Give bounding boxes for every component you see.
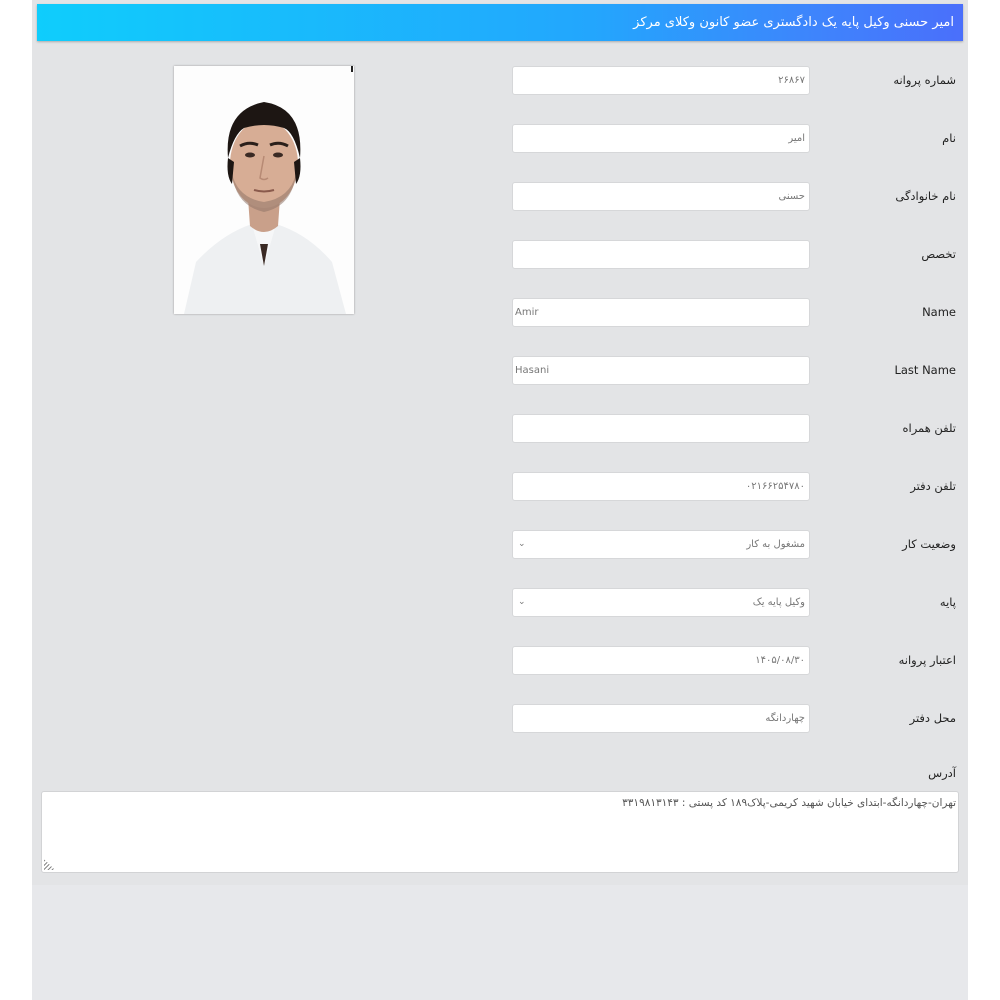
page-title: امیر حسنی وکیل پایه یک دادگستری عضو کانون وکلای مرکز [633,15,954,30]
license-validity-input[interactable]: ۱۴۰۵/۰۸/۳۰ [512,646,810,675]
work-status-value: مشغول به کار [746,539,805,550]
license-validity-label: اعتبار پروانه [898,653,956,667]
form-row-license-number [32,66,968,95]
first-name-label: نام [942,131,956,145]
specialty-label: تخصص [921,247,956,261]
form-row-work-status [32,530,968,559]
office-phone-label: تلفن دفتر [910,479,956,493]
last-name-label: نام خانوادگی [895,189,956,203]
form-row-name-en [32,298,968,327]
office-location-label: محل دفتر [909,711,956,725]
grade-value: وکیل پایه یک [752,597,805,608]
profile-form-area [32,0,968,885]
mobile-phone-label: تلفن همراه [902,421,956,435]
mobile-phone-input[interactable] [512,414,810,443]
form-row-mobile-phone [32,414,968,443]
form-row-last-name [32,182,968,211]
name-en-input[interactable]: Amir [512,298,810,327]
office-location-input[interactable]: چهاردانگه [512,704,810,733]
name-en-label: Name [922,305,956,319]
form-row-office-location [32,704,968,733]
license-number-label: شماره پروانه [893,73,956,87]
address-value: تهران-چهاردانگه-ابتدای خیابان شهید کریمی-پلاک۱۸۹ کد پستی : ۳۳۱۹۸۱۳۱۴۳ [622,797,956,809]
chevron-down-icon: ⌄ [518,597,526,607]
work-status-select[interactable] [512,530,810,559]
work-status-label: وضعیت کار [902,537,956,551]
office-phone-input[interactable]: ۰۲۱۶۶۲۵۴۷۸۰ [512,472,810,501]
last-name-en-input[interactable]: Hasani [512,356,810,385]
address-textarea[interactable] [41,791,959,873]
grade-select[interactable] [512,588,810,617]
form-row-office-phone [32,472,968,501]
form-row-first-name [32,124,968,153]
form-row-specialty [32,240,968,269]
resize-handle-icon[interactable] [44,859,55,870]
specialty-input[interactable] [512,240,810,269]
first-name-input[interactable]: امیر [512,124,810,153]
last-name-en-label: Last Name [894,363,956,377]
address-label: آدرس [928,766,956,780]
license-number-input[interactable]: ۲۶۸۶۷ [512,66,810,95]
form-row-grade [32,588,968,617]
profile-panel [32,0,968,1000]
grade-label: پایه [939,595,956,609]
page-header [37,4,963,41]
form-row-last-name-en [32,356,968,385]
form-row-license-validity [32,646,968,675]
chevron-down-icon: ⌄ [518,539,526,549]
last-name-input[interactable]: حسنی [512,182,810,211]
